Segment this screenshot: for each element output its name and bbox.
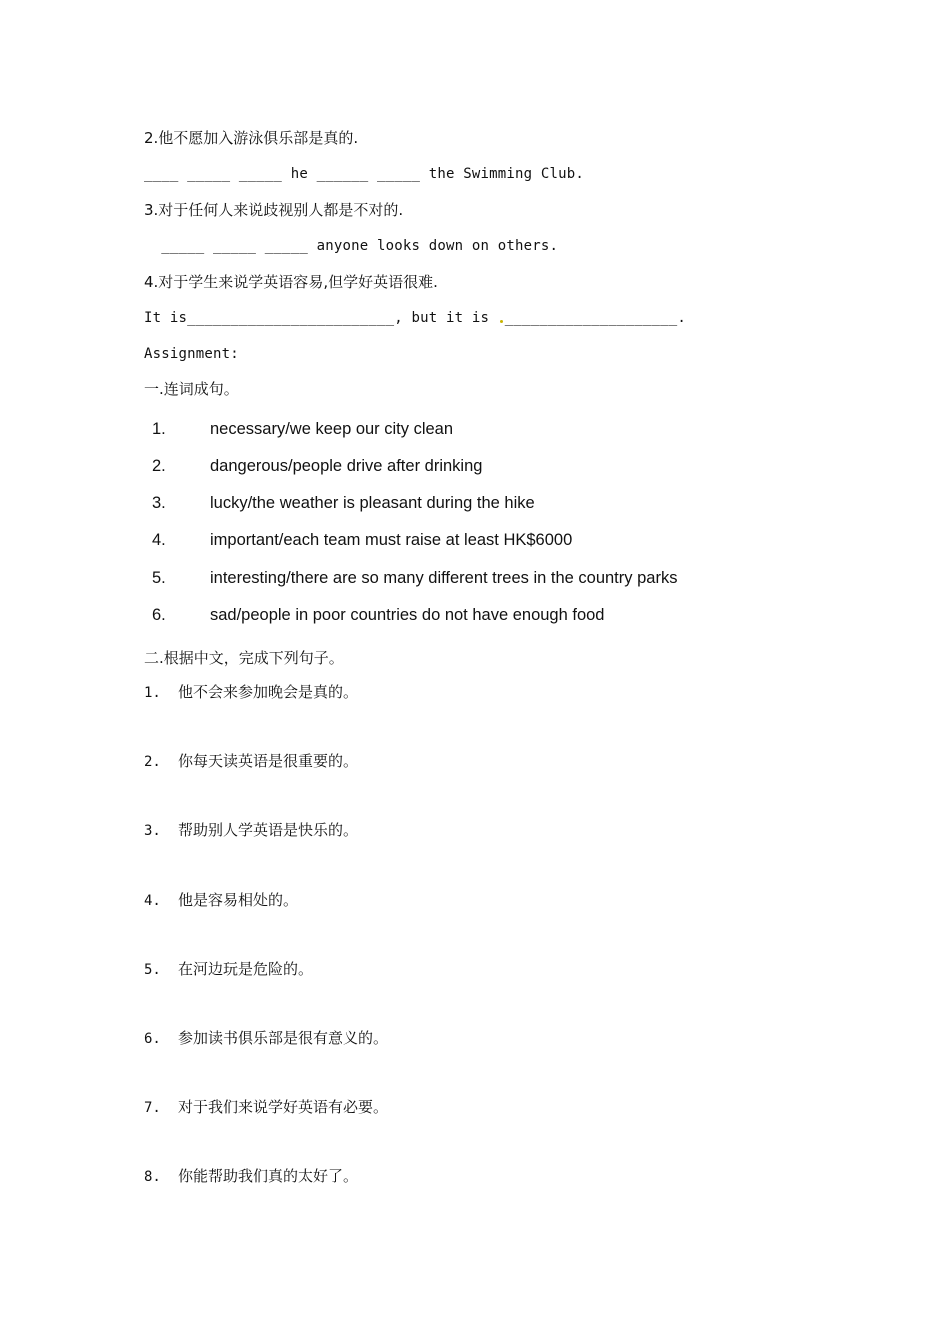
item-number: 6. bbox=[144, 1031, 161, 1047]
question-4-english-blanks bbox=[144, 308, 686, 328]
translation-item bbox=[144, 751, 358, 772]
item-text: 你每天读英语是很重要的。 bbox=[178, 752, 359, 770]
section-2-title: 二.根据中文，完成下列句子。 bbox=[144, 649, 344, 667]
item-number: 1. bbox=[144, 685, 161, 701]
item-number: 3. bbox=[144, 823, 161, 839]
item-number: 5. bbox=[144, 962, 161, 978]
question-2-chinese: 2.他不愿加入游泳俱乐部是真的. bbox=[144, 129, 359, 147]
item-text: dangerous/people drive after drinking bbox=[210, 457, 483, 475]
item-number: 2. bbox=[152, 457, 166, 475]
item-text: 参加读书俱乐部是很有意义的。 bbox=[178, 1029, 389, 1047]
list-item bbox=[152, 604, 604, 626]
translation-item bbox=[144, 682, 358, 703]
item-text: necessary/we keep our city clean bbox=[210, 420, 454, 438]
item-text: sad/people in poor countries do not have enough food bbox=[210, 606, 605, 624]
item-text: 对于我们来说学好英语有必要。 bbox=[178, 1098, 389, 1116]
question-4-part-b: ____________________. bbox=[504, 310, 686, 326]
question-4-part-a: It is________________________, but it is bbox=[144, 310, 498, 326]
translation-item bbox=[144, 1097, 388, 1118]
item-number: 3. bbox=[152, 494, 166, 512]
list-item bbox=[152, 529, 572, 551]
list-item bbox=[152, 492, 535, 514]
item-number: 2. bbox=[144, 754, 161, 770]
item-number: 6. bbox=[152, 606, 166, 624]
item-number: 4. bbox=[144, 893, 161, 909]
item-number: 7. bbox=[144, 1100, 161, 1116]
translation-item bbox=[144, 1166, 358, 1187]
item-text: 他是容易相处的。 bbox=[178, 891, 299, 909]
translation-item bbox=[144, 890, 298, 911]
item-number: 4. bbox=[152, 531, 166, 549]
marker-dot bbox=[500, 320, 503, 323]
question-3-english-blanks: _____ _____ _____ anyone looks down on others. bbox=[144, 238, 559, 254]
translation-item bbox=[144, 959, 313, 980]
translation-item bbox=[144, 1028, 388, 1049]
question-2-english-blanks: ____ _____ _____ he ______ _____ the Swimming Club. bbox=[144, 166, 585, 182]
item-text: 你能帮助我们真的太好了。 bbox=[178, 1167, 359, 1185]
translation-item bbox=[144, 820, 358, 841]
question-4-chinese: 4.对于学生来说学英语容易,但学好英语很难. bbox=[144, 273, 438, 291]
item-text: 帮助别人学英语是快乐的。 bbox=[178, 821, 359, 839]
list-item bbox=[152, 567, 677, 589]
list-item bbox=[152, 418, 453, 440]
item-text: interesting/there are so many different trees in the country parks bbox=[210, 569, 678, 587]
list-item bbox=[152, 455, 482, 477]
assignment-label: Assignment: bbox=[144, 346, 239, 362]
item-number: 5. bbox=[152, 569, 166, 587]
item-number: 1. bbox=[152, 420, 166, 438]
item-text: lucky/the weather is pleasant during the hike bbox=[210, 494, 535, 512]
question-3-chinese: 3.对于任何人来说歧视别人都是不对的. bbox=[144, 201, 404, 219]
item-text: 他不会来参加晚会是真的。 bbox=[178, 683, 359, 701]
item-text: important/each team must raise at least HK$6000 bbox=[210, 531, 573, 549]
item-number: 8. bbox=[144, 1169, 161, 1185]
section-1-title: 一.连词成句。 bbox=[144, 380, 239, 398]
item-text: 在河边玩是危险的。 bbox=[178, 960, 314, 978]
